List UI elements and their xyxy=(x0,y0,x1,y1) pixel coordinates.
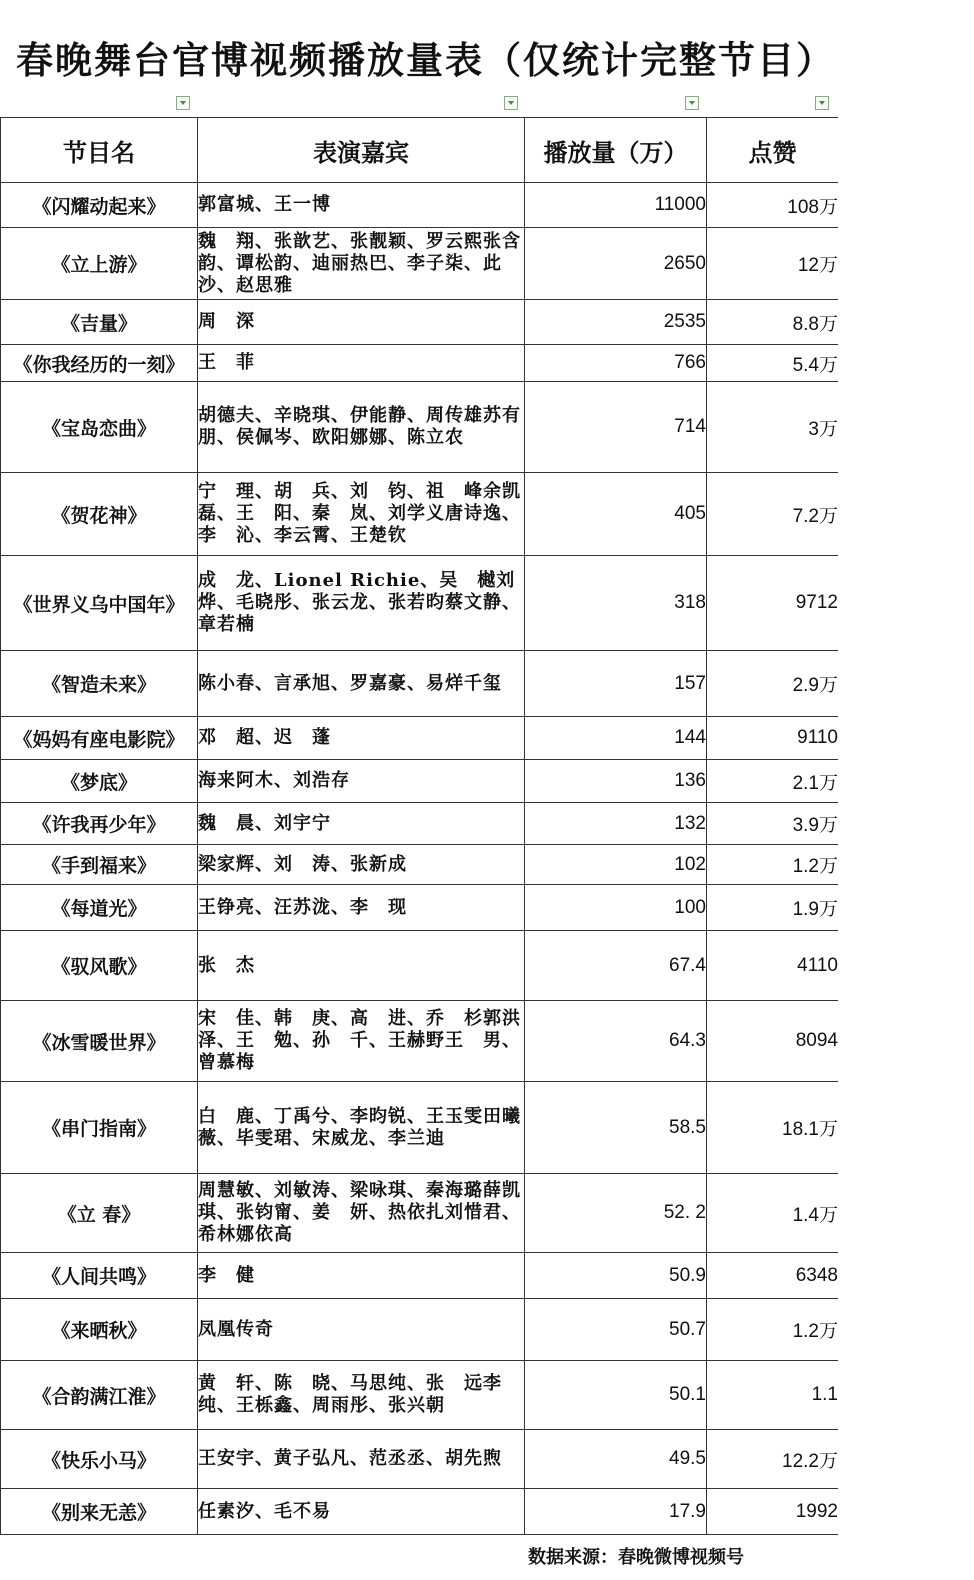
plays-cell: 50.7 xyxy=(525,1299,707,1361)
performers-cell: 王 菲 xyxy=(198,345,525,382)
table-row xyxy=(1,717,839,760)
header-likes: 点赞 xyxy=(707,118,839,183)
performers-cell: 周 深 xyxy=(198,300,525,345)
table-row xyxy=(1,1430,839,1489)
plays-cell: 100 xyxy=(525,885,707,931)
table-row xyxy=(1,300,839,345)
header-row xyxy=(1,118,839,183)
plays-cell: 17.9 xyxy=(525,1489,707,1535)
program-cell: 《许我再少年》 xyxy=(1,803,198,845)
likes-cell: 9712 xyxy=(707,556,839,651)
plays-cell: 157 xyxy=(525,651,707,717)
program-cell: 《贺花神》 xyxy=(1,473,198,556)
plays-cell: 318 xyxy=(525,556,707,651)
performers-cell: 张 杰 xyxy=(198,931,525,1001)
table-row xyxy=(1,473,839,556)
program-cell: 《世界义乌中国年》 xyxy=(1,556,198,651)
table-row xyxy=(1,556,839,651)
likes-cell: 1.1 xyxy=(707,1361,839,1430)
likes-cell: 8.8万 xyxy=(707,300,839,345)
likes-cell: 12万 xyxy=(707,228,839,300)
table-row xyxy=(1,1299,839,1361)
program-cell: 《你我经历的一刻》 xyxy=(1,345,198,382)
table-row xyxy=(1,803,839,845)
filter-dropdown-icon[interactable] xyxy=(685,96,699,110)
performers-cell: 周慧敏、刘敏涛、梁咏琪、秦海璐薛凯琪、张钧甯、姜 妍、热依扎刘惜君、希林娜依高 xyxy=(198,1174,525,1253)
program-cell: 《合韵满江淮》 xyxy=(1,1361,198,1430)
likes-cell: 108万 xyxy=(707,183,839,228)
program-cell: 《冰雪暖世界》 xyxy=(1,1001,198,1082)
likes-cell: 1.2万 xyxy=(707,845,839,885)
plays-cell: 11000 xyxy=(525,183,707,228)
table-row xyxy=(1,382,839,473)
performers-cell: 魏 翔、张歆艺、张靓颖、罗云熙张含韵、谭松韵、迪丽热巴、李子柒、此 沙、赵思雅 xyxy=(198,228,525,300)
plays-cell: 2535 xyxy=(525,300,707,345)
program-cell: 《人间共鸣》 xyxy=(1,1253,198,1299)
page-title: 春晚舞台官博视频播放量表（仅统计完整节目） xyxy=(16,38,835,82)
table-row xyxy=(1,1082,839,1174)
table-row xyxy=(1,1253,839,1299)
plays-cell: 50.1 xyxy=(525,1361,707,1430)
program-cell: 《宝岛恋曲》 xyxy=(1,382,198,473)
program-cell: 《吉量》 xyxy=(1,300,198,345)
likes-cell: 1.4万 xyxy=(707,1174,839,1253)
performers-cell: 任素汐、毛不易 xyxy=(198,1489,525,1535)
plays-cell: 2650 xyxy=(525,228,707,300)
performers-cell: 王铮亮、汪苏泷、李 现 xyxy=(198,885,525,931)
program-cell: 《手到福来》 xyxy=(1,845,198,885)
performers-cell: 胡德夫、辛晓琪、伊能静、周传雄苏有朋、侯佩岑、欧阳娜娜、陈立农 xyxy=(198,382,525,473)
plays-cell: 58.5 xyxy=(525,1082,707,1174)
performers-cell: 郭富城、王一博 xyxy=(198,183,525,228)
table-row xyxy=(1,1174,839,1253)
program-cell: 《妈妈有座电影院》 xyxy=(1,717,198,760)
table-row xyxy=(1,228,839,300)
plays-cell: 766 xyxy=(525,345,707,382)
table-row xyxy=(1,183,839,228)
performers-cell: 凤凰传奇 xyxy=(198,1299,525,1361)
data-table xyxy=(0,117,839,1535)
performers-cell: 李 健 xyxy=(198,1253,525,1299)
program-cell: 《智造未来》 xyxy=(1,651,198,717)
plays-cell: 714 xyxy=(525,382,707,473)
likes-cell: 18.1万 xyxy=(707,1082,839,1174)
program-cell: 《串门指南》 xyxy=(1,1082,198,1174)
plays-cell: 102 xyxy=(525,845,707,885)
blank-margin xyxy=(838,0,974,1580)
likes-cell: 2.1万 xyxy=(707,760,839,803)
plays-cell: 136 xyxy=(525,760,707,803)
performers-cell: 海来阿木、刘浩存 xyxy=(198,760,525,803)
table-row xyxy=(1,1489,839,1535)
plays-cell: 144 xyxy=(525,717,707,760)
header-performers: 表演嘉宾 xyxy=(198,118,525,183)
plays-cell: 405 xyxy=(525,473,707,556)
table-row xyxy=(1,345,839,382)
filter-dropdown-icon[interactable] xyxy=(815,96,829,110)
likes-cell: 6348 xyxy=(707,1253,839,1299)
performers-cell: 梁家辉、刘 涛、张新成 xyxy=(198,845,525,885)
likes-cell: 8094 xyxy=(707,1001,839,1082)
data-source-note: 数据来源：春晚微博视频号 xyxy=(528,1547,744,1568)
performers-cell: 邓 超、迟 蓬 xyxy=(198,717,525,760)
likes-cell: 2.9万 xyxy=(707,651,839,717)
plays-cell: 52. 2 xyxy=(525,1174,707,1253)
likes-cell: 9110 xyxy=(707,717,839,760)
table-row xyxy=(1,885,839,931)
program-cell: 《每道光》 xyxy=(1,885,198,931)
table-row xyxy=(1,651,839,717)
program-cell: 《闪耀动起来》 xyxy=(1,183,198,228)
likes-cell: 1.2万 xyxy=(707,1299,839,1361)
performers-cell: 宋 佳、韩 庚、高 进、乔 杉郭洪泽、王 勉、孙 千、王赫野王 男、曾慕梅 xyxy=(198,1001,525,1082)
filter-dropdown-icon[interactable] xyxy=(504,96,518,110)
program-cell: 《快乐小马》 xyxy=(1,1430,198,1489)
performers-cell: 王安宇、黄子弘凡、范丞丞、胡先煦 xyxy=(198,1430,525,1489)
plays-cell: 64.3 xyxy=(525,1001,707,1082)
performers-cell: 黄 轩、陈 晓、马思纯、张 远李 纯、王栎鑫、周雨彤、张兴朝 xyxy=(198,1361,525,1430)
performers-cell: 陈小春、言承旭、罗嘉豪、易烊千玺 xyxy=(198,651,525,717)
performers-cell: 成 龙、Lionel Richie、吴 樾刘 烨、毛晓彤、张云龙、张若昀蔡文静、章若楠 xyxy=(198,556,525,651)
program-cell: 《立上游》 xyxy=(1,228,198,300)
likes-cell: 5.4万 xyxy=(707,345,839,382)
likes-cell: 12.2万 xyxy=(707,1430,839,1489)
program-cell: 《别来无恙》 xyxy=(1,1489,198,1535)
header-program: 节目名 xyxy=(1,118,198,183)
performers-cell: 魏 晨、刘宇宁 xyxy=(198,803,525,845)
likes-cell: 7.2万 xyxy=(707,473,839,556)
likes-cell: 1992 xyxy=(707,1489,839,1535)
filter-dropdown-icon[interactable] xyxy=(176,96,190,110)
table-row xyxy=(1,845,839,885)
program-cell: 《立 春》 xyxy=(1,1174,198,1253)
program-cell: 《来晒秋》 xyxy=(1,1299,198,1361)
header-plays: 播放量（万） xyxy=(525,118,707,183)
likes-cell: 3.9万 xyxy=(707,803,839,845)
plays-cell: 50.9 xyxy=(525,1253,707,1299)
program-cell: 《梦底》 xyxy=(1,760,198,803)
table-row xyxy=(1,1361,839,1430)
likes-cell: 1.9万 xyxy=(707,885,839,931)
plays-cell: 67.4 xyxy=(525,931,707,1001)
program-cell: 《驭风歌》 xyxy=(1,931,198,1001)
plays-cell: 132 xyxy=(525,803,707,845)
likes-cell: 4110 xyxy=(707,931,839,1001)
performers-cell: 白 鹿、丁禹兮、李昀锐、王玉雯田曦薇、毕雯珺、宋威龙、李兰迪 xyxy=(198,1082,525,1174)
table-row xyxy=(1,1001,839,1082)
plays-cell: 49.5 xyxy=(525,1430,707,1489)
likes-cell: 3万 xyxy=(707,382,839,473)
table-row xyxy=(1,760,839,803)
performers-cell: 宁 理、胡 兵、刘 钧、祖 峰余凯磊、王 阳、秦 岚、刘学义唐诗逸、李 沁、李云霄、王楚钦 xyxy=(198,473,525,556)
table-row xyxy=(1,931,839,1001)
